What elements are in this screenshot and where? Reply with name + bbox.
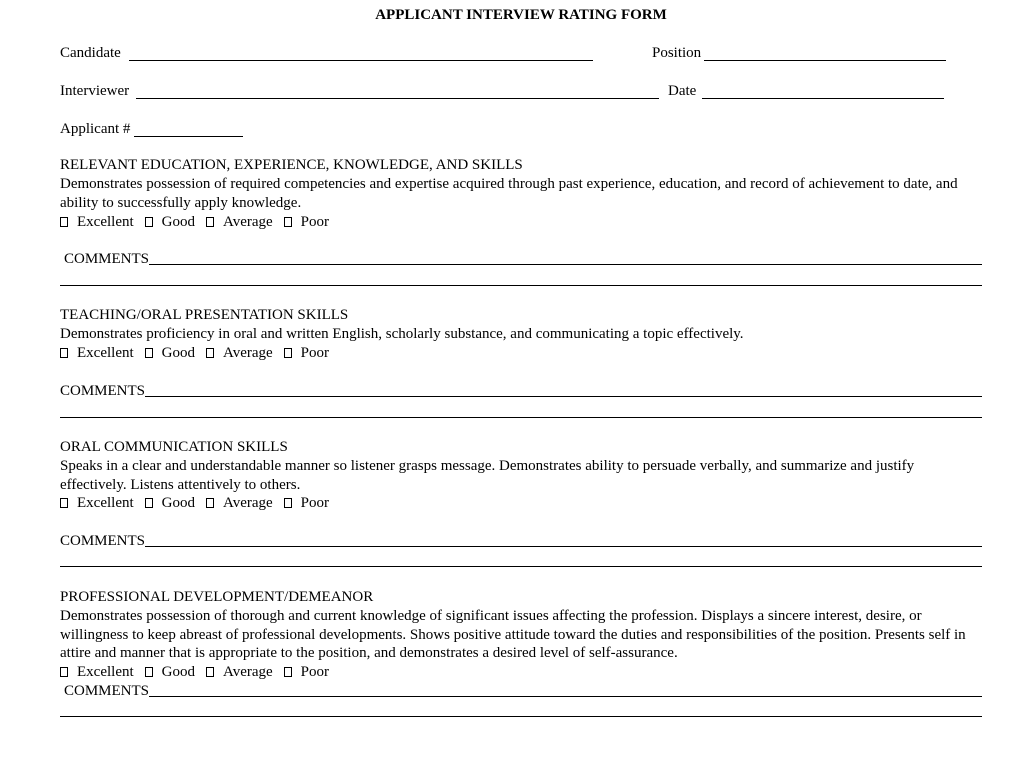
rating-label: Good: [161, 213, 195, 230]
rating-label: Poor: [300, 213, 330, 230]
comments-field-line[interactable]: [60, 566, 982, 567]
section-title: RELEVANT EDUCATION, EXPERIENCE, KNOWLEDGE, AND SKILLS: [60, 157, 523, 173]
rating-label: Poor: [300, 663, 330, 680]
poor-checkbox[interactable]: [284, 667, 292, 677]
excellent-checkbox[interactable]: [60, 498, 68, 508]
average-checkbox[interactable]: [206, 498, 214, 508]
comments-label: COMMENTS: [60, 533, 146, 549]
comments-field[interactable]: [145, 396, 982, 397]
date-field[interactable]: [702, 98, 944, 99]
rating-options: [60, 344, 340, 362]
applicant-number-label: Applicant #: [60, 121, 131, 137]
comments-row: [60, 382, 982, 400]
section-description: Speaks in a clear and understandable manner so listener grasps message. Demonstrates ability to persuade verbally, and summarize and justify effectively. Listens attentively to others.: [60, 458, 915, 493]
comments-label: COMMENTS: [64, 251, 150, 267]
rating-label: Good: [161, 663, 195, 680]
good-checkbox[interactable]: [145, 498, 153, 508]
comments-label: COMMENTS: [64, 683, 150, 699]
interviewer-field[interactable]: [136, 98, 659, 99]
interviewer-label: Interviewer: [60, 83, 130, 99]
comments-field[interactable]: [149, 696, 982, 697]
section-description: Demonstrates possession of required competencies and expertise acquired through past experience, education, and record of achievement to date, and ability to successfully apply knowledge.: [60, 176, 958, 211]
comments-field[interactable]: [149, 264, 982, 265]
rating-options: [60, 663, 340, 681]
excellent-checkbox[interactable]: [60, 217, 68, 227]
comments-field[interactable]: [145, 546, 982, 547]
rating-options: [60, 494, 340, 512]
rating-label: Average: [222, 344, 273, 361]
average-checkbox[interactable]: [206, 217, 214, 227]
rating-label: Excellent: [77, 344, 134, 361]
section-title: PROFESSIONAL DEVELOPMENT/DEMEANOR: [60, 589, 374, 605]
comments-row: [60, 532, 982, 550]
good-checkbox[interactable]: [145, 667, 153, 677]
comments-field-line[interactable]: [60, 285, 982, 286]
average-checkbox[interactable]: [206, 667, 214, 677]
form-title: APPLICANT INTERVIEW RATING FORM: [375, 7, 667, 23]
position-label: Position: [652, 45, 702, 61]
poor-checkbox[interactable]: [284, 498, 292, 508]
candidate-field[interactable]: [129, 60, 593, 61]
comments-field-line[interactable]: [60, 417, 982, 418]
position-field[interactable]: [704, 60, 946, 61]
candidate-label: Candidate: [60, 45, 121, 61]
average-checkbox[interactable]: [206, 348, 214, 358]
rating-label: Poor: [300, 344, 330, 361]
excellent-checkbox[interactable]: [60, 667, 68, 677]
section-title: ORAL COMMUNICATION SKILLS: [60, 439, 288, 455]
applicant-number-field[interactable]: [134, 136, 243, 137]
comments-label: COMMENTS: [60, 383, 146, 399]
rating-label: Good: [161, 344, 195, 361]
rating-label: Poor: [300, 494, 330, 511]
good-checkbox[interactable]: [145, 217, 153, 227]
poor-checkbox[interactable]: [284, 348, 292, 358]
rating-label: Excellent: [77, 663, 134, 680]
rating-label: Average: [222, 213, 273, 230]
good-checkbox[interactable]: [145, 348, 153, 358]
rating-label: Excellent: [77, 494, 134, 511]
rating-label: Excellent: [77, 213, 134, 230]
section-description: Demonstrates possession of thorough and current knowledge of significant issues affecting the profession. Displays a sincere interest, desire, or willingness to keep abreast of professional developments. Shows positive attitude toward the duties and responsibilities of the position. Presents self in attire and manner that is appropriate to the position, and demonstrates a desired level of self-assurance.: [60, 608, 966, 661]
section-title: TEACHING/ORAL PRESENTATION SKILLS: [60, 307, 349, 323]
date-label: Date: [668, 83, 697, 99]
section-description: Demonstrates proficiency in oral and written English, scholarly substance, and communicating a topic effectively.: [60, 326, 744, 342]
comments-row: [64, 682, 982, 700]
rating-label: Average: [222, 663, 273, 680]
rating-label: Good: [161, 494, 195, 511]
rating-label: Average: [222, 494, 273, 511]
excellent-checkbox[interactable]: [60, 348, 68, 358]
poor-checkbox[interactable]: [284, 217, 292, 227]
comments-field-line[interactable]: [60, 716, 982, 717]
comments-row: [64, 250, 982, 268]
rating-options: [60, 213, 340, 231]
